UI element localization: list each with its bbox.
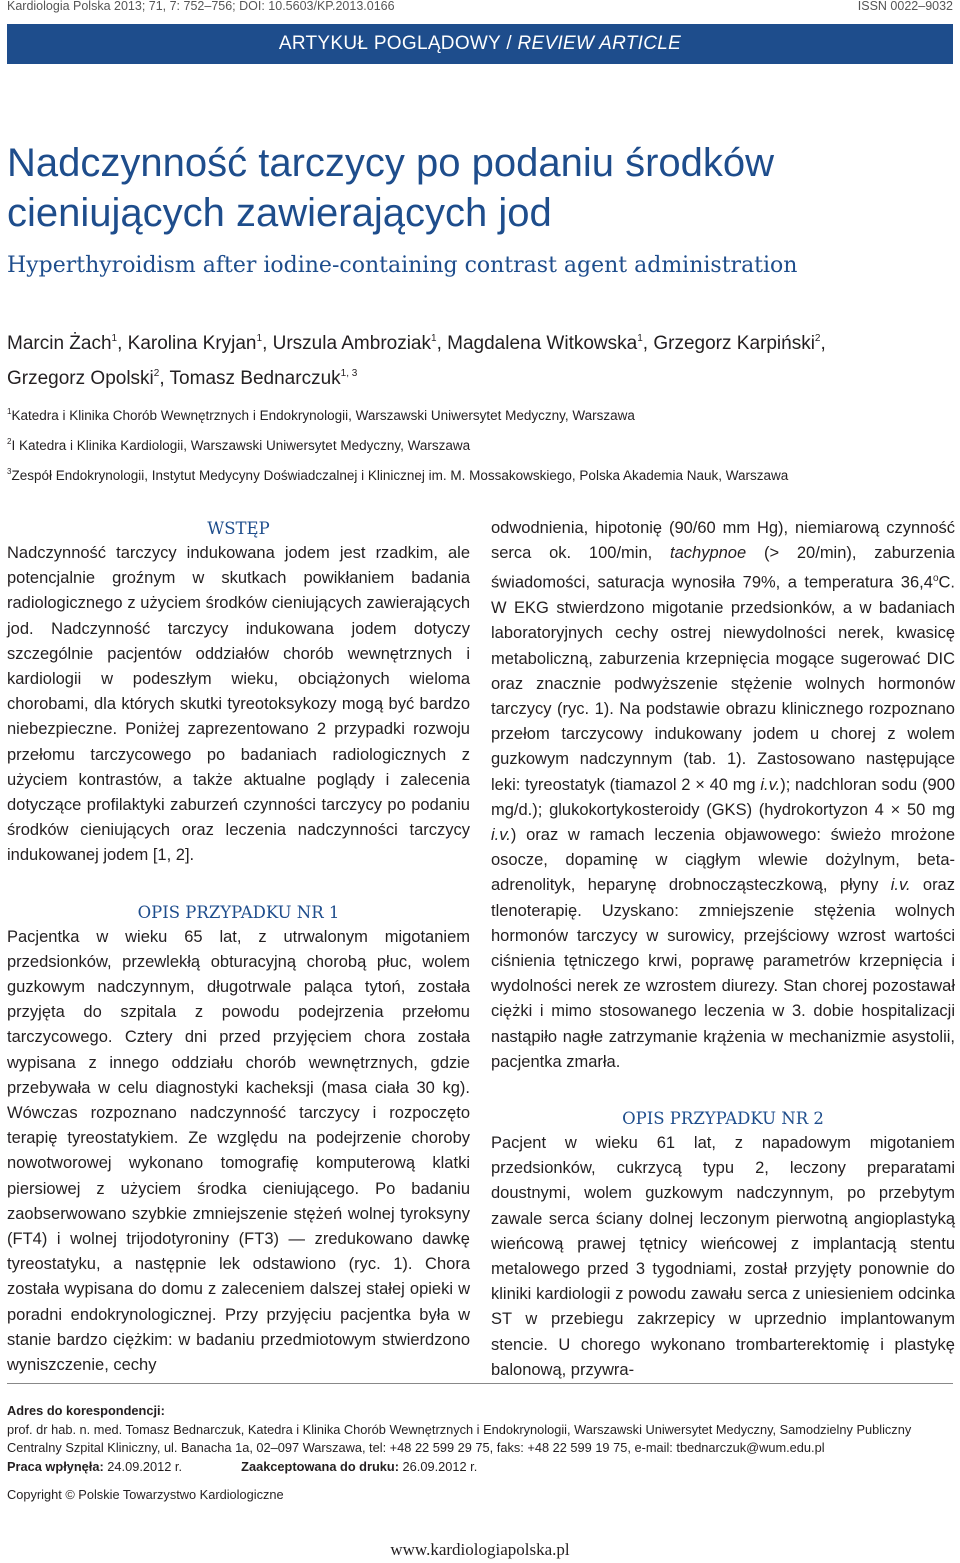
author-affil-sup: 1 (256, 333, 263, 344)
received-date: 24.09.2012 r. (103, 1458, 183, 1474)
article-type-banner (7, 24, 953, 64)
left-column (7, 516, 470, 1378)
text-run: (> 20/min), zaburzenia świadomości, saturacja wynosiła 79%, a temperatura 36,4 (491, 544, 955, 592)
author-name: , Urszula Ambroziak (262, 333, 432, 354)
banner-english: REVIEW ARTICLE (517, 33, 682, 54)
author-separator: , (820, 333, 826, 354)
author-name: , Tomasz Bednarczuk (159, 368, 341, 389)
author-name: , Grzegorz Karpiński (642, 333, 815, 354)
affiliation-2 (7, 429, 953, 459)
italic-term: tachypnoe (670, 544, 747, 563)
english-title: Hyperthyroidism after iodine-containing contrast agent administration (7, 253, 798, 278)
section-heading-case-1: OPIS PRZYPADKU NR 1 (137, 902, 340, 922)
title-line-1: Nadczynność tarczycy po podaniu środków (7, 141, 775, 185)
copyright: Copyright © Polskie Towarzystwo Kardiologiczne (7, 1487, 284, 1502)
text-run: oraz tlenoterapię. Uzyskano: zmniejszenie stężenia wolnych hormonów tarczycy w surowicy, przejściowy wzrost wartości ciśnienia tętniczego krwi, poprawę parametrów krzepnięcia i wydolności nerek ze wzrostem diurezy. Stan chorej pozostawał ciężki i mimo stosowanego leczenia w 3. dobie hospitalizacji nastąpiło nagłe zatrzymanie krążenia w mechanizmie asystolii, pacjentka zmarła. (491, 876, 955, 1071)
journal-url[interactable]: www.kardiologiapolska.pl (390, 1540, 570, 1559)
correspondence-block (7, 1402, 953, 1505)
text-run: odwodnienia, hipotonię (90/60 mm Hg), niemiarową czynność serca ok. 100/min, (491, 519, 955, 563)
affiliation-sup: 3 (7, 467, 12, 476)
article-title (7, 138, 953, 238)
correspondence-line-1: prof. dr hab. n. med. Tomasz Bednarczuk, Katedra i Klinika Chorób Wewnętrznych i Endokrynologii, Warszawski Uniwersytet Medyczny, Samodzielny Publiczny (7, 1421, 912, 1437)
correspondence-label-row (7, 1402, 953, 1421)
author-affil-sup: 1 (637, 333, 643, 344)
author-name: , Karolina Kryjan (117, 333, 257, 354)
author-name: , Magdalena Witkowska (436, 333, 638, 354)
text-run: C. W EKG stwierdzono migotanie przedsionków, a w badaniach laboratoryjnych cechy ostrej niewydolności nerek, kwasicę metaboliczną, zaburzenia krzepnięcia mogące sugerować DIC oraz znacznie podwyższenie stężenie wolnych hormonów tarczycy (ryc. 1). Na podstawie obrazu klinicznego rozpoznano przełom tarczycowy indukowany jodem u chorej z wolem guzkowym nadczynnym (tab. 1). Zastosowano następujące leki: tyreostatyk (tiamazol 2 × 40 mg (491, 573, 955, 794)
affiliation-text: Katedra i Klinika Chorób Wewnętrznych i Endokrynologii, Warszawski Uniwersytet Medyczny, Warszawa (11, 408, 635, 423)
section-heading-case-2: OPIS PRZYPADKU NR 2 (622, 1108, 824, 1128)
author-list (7, 324, 953, 394)
correspondence-line-2: Centralny Szpital Kliniczny, ul. Banacha 1a, 02–097 Warszawa, tel: +48 22 599 29 75, faks: +48 22 599 19 75, e-mail: tbednarczuk@wum.edu.pl (7, 1440, 825, 1455)
affiliation-text: Zespół Endokrynologii, Instytut Medycyny Doświadczalnej i Klinicznej im. M. Mossakowskiego, Polska Akademia Nauk, Warszawa (11, 468, 789, 483)
author-affil-sup: 1 (431, 333, 437, 344)
intro-paragraph: Nadczynność tarczycy indukowana jodem jest rzadkim, ale potencjalnie groźnym w skutkach powikłaniem badania radiologicznego z użyciem środków cieniujących zawierających jod. Nadczynność tarczycy indukowana jodem dotyczy szczególnie pacjentów oddziałów chorób wewnętrznych i kardiologii w podeszłym wieku, obciążonych wieloma chorobami, dla których skutki tyreotoksykozy mogą być bardzo niebezpieczne. Poniżej zaprezentowano 2 przypadki rozwoju przełomu tarczycowego po badaniach radiologicznych z użyciem kontrastów, a także aktualne poglądy i zalecenia dotyczące profilaktyki zaburzeń czynności tarczycy po podaniu środków cieniujących oraz leczenia nadczynności tarczycy indukowanej jodem [1, 2]. (7, 544, 470, 865)
citation: Kardiologia Polska 2013; 71, 7: 752–756; DOI: 10.5603/KP.2013.0166 (7, 0, 395, 13)
banner-polish: ARTYKUŁ POGLĄDOWY / (278, 33, 518, 54)
author-name: Marcin Żach (7, 333, 112, 354)
case-1-paragraph: Pacjentka w wieku 65 lat, z utrwalonym migotaniem przedsionków, przewlekłą obturacyjną chorobą płuc, wolem guzkowym nadczynnym, długotrwale paląca tytoń, została przyjęta do szpitala z powodu podejrzenia przełomu tarczycowego. Cztery dni przed przyjęciem chora została wypisana z innego oddziału chorób wewnętrznych, gdzie przebywała w celu diagnostyki kacheksji (masa ciała 30 kg). Wówczas rozpoznano nadczynność tarczycy i rozpoczęto terapię tyreostatykiem. Ze względu na podejrzenie choroby nowotworowej wykonano tomografię komputerową klatki piersiowej z użyciem środka cieniującego. Po badaniu zaobserwowano szybkie zmniejszenie stężeń wolnej tyroksyny (FT4) i wolnej trijodotyroniny (FT3) — zredukowano dawkę tyreostatyku, a następnie lek odstawiono (ryc. 1). Chora została wypisana do domu z zaleceniem dalszej stałej opieki w poradni endokrynologicznej. Przy przyjęciu pacjentka była w stanie bardzo ciężkim: w badaniu przedmiotowym stwierdzono wyniszczenie, cechy (7, 927, 470, 1375)
footnote-divider (7, 1383, 953, 1384)
right-column (491, 516, 955, 1383)
text-run: ) oraz w ramach leczenia objawowego: świeżo mrożone osocze, dopaminę w ciągłym wlewie dożylnym, beta-adrenolityk, heparynę drobnocząsteczkową, płyny (491, 825, 955, 895)
affiliation-sup: 2 (7, 437, 12, 446)
italic-term: i.v. (491, 825, 511, 844)
author-affil-sup: 2 (153, 368, 160, 379)
case-2-paragraph: Pacjent w wieku 61 lat, z napadowym migotaniem przedsionków, cukrzycą typu 2, leczony preparatami doustnymi, wolem guzkowym nadczynnym, po przebytym zawale serca ściany dolnej leczonym pierwotną angioplastyką wieńcową prawej tętnicy wieńcowej z implantacją stentu metalowego przed 3 tygodniami, został przyjęty ponownie do kliniki kardiologii z powodu zawału serca z uniesieniem odcinka ST w przebiegu zakrzepicy w uprzednio implantowanym stencie. U chorego wykonano trombarterektomię i plastykę balonową, przywra- (491, 1133, 955, 1379)
author-name: Grzegorz Opolski (7, 368, 154, 389)
case-1-continuation (491, 516, 955, 1075)
author-affil-sup: 1 (111, 333, 118, 344)
section-heading-intro: WSTĘP (207, 519, 270, 538)
author-affil-sup: 2 (814, 333, 821, 344)
running-header (7, 0, 953, 14)
affiliation-text: I Katedra i Klinika Kardiologii, Warszawski Uniwersytet Medyczny, Warszawa (11, 438, 471, 453)
affiliations (7, 399, 953, 489)
text-run: ); nadchloran sodu (900 mg/d.); glukokortykosteroidy (GKS) (hydrokortyzon 4 × 50 mg (491, 775, 955, 819)
received-label: Praca wpłynęła: (7, 1458, 104, 1474)
affiliation-3 (7, 459, 953, 489)
accepted-date: 26.09.2012 r. (399, 1458, 478, 1474)
italic-term: i.v. (760, 775, 781, 794)
affiliation-sup: 1 (7, 407, 12, 416)
issn: ISSN 0022–9032 (857, 0, 953, 13)
title-line-2: cieniujących zawierających jod (7, 191, 552, 235)
italic-term: i.v. (890, 876, 911, 895)
dates-row (7, 1458, 953, 1477)
affiliation-1 (7, 399, 953, 429)
correspondence-label: Adres do korespondencji: (7, 1403, 165, 1418)
accepted-label: Zaakceptowana do druku: (241, 1458, 399, 1474)
degree-sup: o (932, 573, 939, 585)
author-affil-sup: 1, 3 (340, 368, 358, 379)
